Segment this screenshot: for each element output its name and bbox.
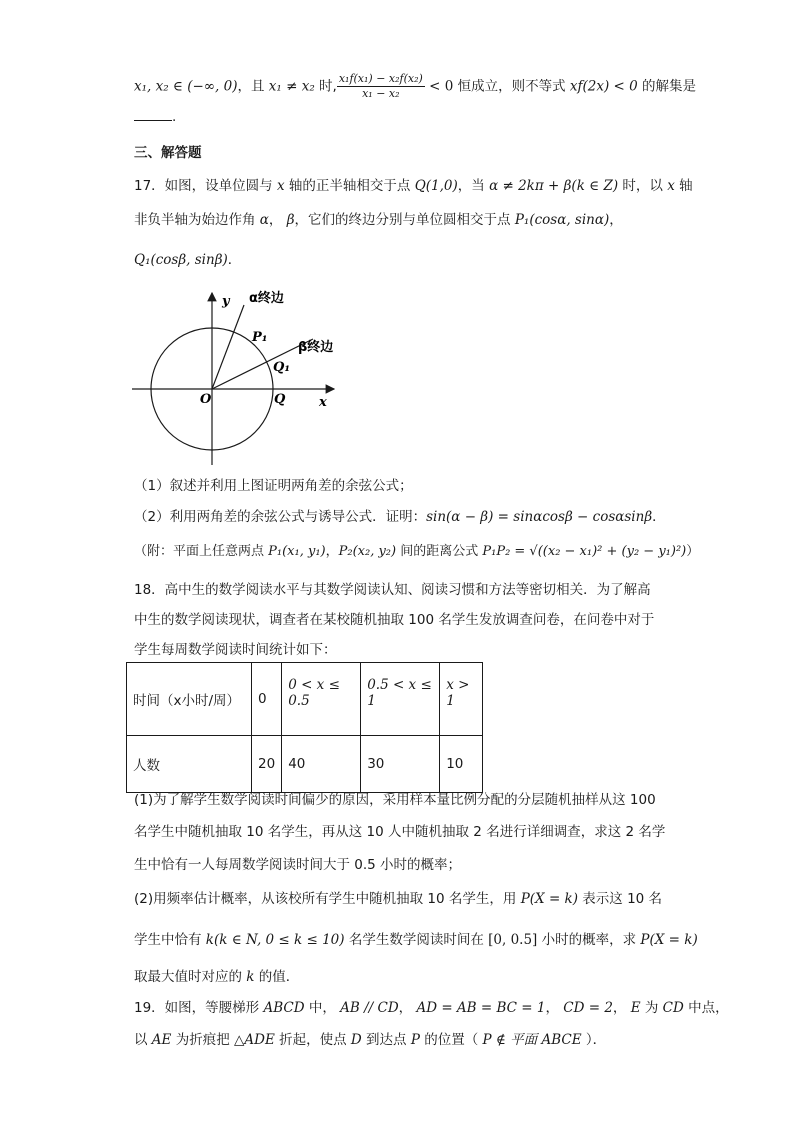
q17-sin-formula: sin(α − β) = sinαcosβ − cosαsinβ bbox=[426, 509, 653, 525]
q17-note bbox=[134, 540, 699, 559]
q18-p2-l3a: 取最大值时对应的 bbox=[134, 969, 247, 985]
q16-domain: x₁, x₂ ∈ (−∞, 0) bbox=[134, 78, 238, 95]
q17-note-p2: P₂(x₂, y₂) bbox=[338, 544, 397, 559]
q1-label: Q₁ bbox=[273, 360, 291, 375]
q17-line3 bbox=[134, 248, 241, 268]
q17-distance-formula: P₁P₂ = √((x₂ − x₁)² + (y₂ − y₁)²) bbox=[482, 544, 687, 559]
q17-l2d: ， bbox=[609, 212, 623, 228]
q19-l1a: 19．如图，等腰梯形 bbox=[134, 1000, 264, 1016]
table-cell: 0 < x ≤ 0.5 bbox=[282, 663, 361, 736]
q17-l1b: 轴的正半轴相交于点 bbox=[284, 178, 415, 194]
q17-note-a: （附：平面上任意两点 bbox=[134, 544, 269, 559]
table-cell: 时间（x小时/周） bbox=[127, 663, 252, 736]
q19-l1b: 中， bbox=[304, 1000, 341, 1016]
q16-frac-num: x₁f(x₁) − x₂f(x₂) bbox=[338, 72, 423, 85]
q19-l1g: 中点， bbox=[683, 1000, 729, 1016]
q17-l1c: ，当 bbox=[457, 178, 490, 194]
q19-l2b: 为折痕把 bbox=[171, 1032, 234, 1048]
table-cell: 人数 bbox=[127, 736, 252, 793]
q16-lt: < 0 bbox=[429, 78, 454, 95]
alpha-terminal-label: α终边 bbox=[249, 291, 284, 306]
q17-alpha: α bbox=[259, 212, 269, 228]
q19-line1 bbox=[134, 996, 729, 1016]
q19-l2a: 以 bbox=[134, 1032, 152, 1048]
origin-label: O bbox=[200, 392, 212, 407]
table-cell: x > 1 bbox=[440, 663, 483, 736]
q19-l1f: 为 bbox=[640, 1000, 663, 1016]
table-cell: 0.5 < x ≤ 1 bbox=[361, 663, 440, 736]
q19-l2d: 到达点 bbox=[361, 1032, 411, 1048]
p1-label: P₁ bbox=[252, 330, 268, 345]
q16-ne: x₁ ≠ x₂ bbox=[268, 78, 315, 95]
table-cell: 10 bbox=[440, 736, 483, 793]
q18-part1-line3: 生中恰有一人每周数学阅读时间大于 0.5 小时的概率； bbox=[134, 857, 462, 873]
q17-line1 bbox=[134, 174, 693, 194]
q19-l2e: 的位置（ bbox=[419, 1032, 483, 1048]
q18-prob-notation-2: P(X = k) bbox=[640, 932, 698, 948]
q17-point-q1: Q₁(cosβ, sinβ) bbox=[134, 252, 228, 268]
q19-triangle: △ADE bbox=[234, 1032, 275, 1048]
q19-l2f: ）． bbox=[581, 1032, 607, 1048]
q19-abcd: ABCD bbox=[263, 1000, 305, 1016]
q18-p2-l3b: 的值． bbox=[254, 969, 300, 985]
q17-l2b: ， bbox=[268, 212, 287, 228]
q19-not-in-plane: P ∉ 平面 ABCE bbox=[482, 1032, 582, 1048]
section-title: 三、解答题 bbox=[134, 145, 202, 161]
q17-cond: α ≠ 2kπ + β(k ∈ Z) bbox=[489, 178, 619, 194]
q16-answer-blank bbox=[134, 108, 176, 125]
q19-point-p: P bbox=[410, 1032, 420, 1048]
q19-parallel: AB // CD bbox=[340, 1000, 399, 1016]
beta-terminal-label: β终边 bbox=[298, 340, 334, 355]
q17-l3end: ． bbox=[227, 252, 242, 268]
q18-part2-line2 bbox=[134, 928, 698, 948]
q18-interval: [0, 0.5] bbox=[488, 932, 538, 948]
q17-l1e: 轴 bbox=[674, 178, 693, 194]
q19-l1d: ， bbox=[545, 1000, 564, 1016]
q18-p2-l1b: 表示这 10 名 bbox=[578, 891, 663, 907]
q18-line2: 中生的数学阅读现状，调查者在某校随机抽取 100 名学生发放调查问卷，在问卷中对于 bbox=[134, 612, 655, 628]
q17-note-c: 间的距离公式 bbox=[396, 544, 483, 559]
q17-line2 bbox=[134, 208, 623, 228]
q18-part2-line1 bbox=[134, 887, 662, 907]
q-label: Q bbox=[274, 392, 286, 407]
table-row bbox=[127, 663, 483, 736]
answer-blank bbox=[134, 108, 172, 121]
q16-ineq: xf(2x) < 0 bbox=[569, 78, 638, 95]
q19-l1c: ， bbox=[398, 1000, 417, 1016]
q18-prob-notation: P(X = k) bbox=[520, 891, 578, 907]
q17-note-p1: P₁(x₁, y₁) bbox=[268, 544, 326, 559]
q19-l2c: 折起，使点 bbox=[274, 1032, 351, 1048]
q19-cd-length: CD = 2 bbox=[563, 1000, 613, 1016]
q17-l1d: 时，以 bbox=[618, 178, 668, 194]
q19-point-d: D bbox=[350, 1032, 362, 1048]
table-cell: 30 bbox=[361, 736, 440, 793]
q16-text: 恒成立，则不等式 bbox=[453, 78, 570, 95]
unit-circle-figure bbox=[126, 285, 352, 471]
q18-part1-line2: 名学生中随机抽取 10 名学生，再从这 10 人中随机抽取 2 名进行详细调查，求这 2 名学 bbox=[134, 824, 666, 840]
q18-k-range: k(k ∈ N, 0 ≤ k ≤ 10) bbox=[205, 932, 345, 948]
q19-line2 bbox=[134, 1028, 606, 1048]
q19-point-e: E bbox=[630, 1000, 641, 1016]
q19-equal-sides: AD = AB = BC = 1 bbox=[416, 1000, 546, 1016]
q18-line1: 18．高中生的数学阅读水平与其数学阅读认知、阅读习惯和方法等密切相关．为了解高 bbox=[134, 582, 651, 598]
q17-beta: β bbox=[286, 212, 295, 228]
q19-ae: AE bbox=[151, 1032, 172, 1048]
q17-part1: （1）叙述并利用上图证明两角差的余弦公式； bbox=[134, 478, 413, 494]
q17-l1x2: x bbox=[667, 178, 675, 194]
q17-p2end: ． bbox=[652, 509, 666, 525]
q19-l1e: ， bbox=[612, 1000, 631, 1016]
q16-condition-line bbox=[134, 72, 696, 101]
table-cell: 20 bbox=[252, 736, 282, 793]
q19-cd: CD bbox=[662, 1000, 684, 1016]
q17-note-end: ） bbox=[686, 544, 700, 559]
q18-k: k bbox=[246, 969, 255, 985]
q18-p2-l2b: 名学生数学阅读时间在 bbox=[344, 932, 489, 948]
q17-l2a: 非负半轴为始边作角 bbox=[134, 212, 260, 228]
q17-l1a: 17．如图，设单位圆与 bbox=[134, 178, 277, 194]
table-cell: 0 bbox=[252, 663, 282, 736]
table-row bbox=[127, 736, 483, 793]
q17-l1x: x bbox=[276, 178, 285, 194]
q18-p2-l1a: (2)用频率估计概率，从该校所有学生中随机抽取 10 名学生，用 bbox=[134, 891, 521, 907]
q16-fraction bbox=[337, 72, 425, 101]
q16-period: . bbox=[172, 109, 177, 125]
q17-part2 bbox=[134, 505, 666, 525]
q17-p2a: （2）利用两角差的余弦公式与诱导公式．证明： bbox=[134, 509, 427, 525]
q16-text-when: 时, bbox=[314, 78, 337, 95]
q18-p2-l2a: 学生中恰有 bbox=[134, 932, 206, 948]
q18-line3: 学生每周数学阅读时间统计如下： bbox=[134, 642, 337, 658]
q17-l2c: ，它们的终边分别与单位圆相交于点 bbox=[294, 212, 515, 228]
q18-p2-l2c: 小时的概率，求 bbox=[537, 932, 641, 948]
y-axis-label: y bbox=[222, 294, 230, 309]
q16-tail: 的解集是 bbox=[637, 78, 697, 95]
q17-point-p1: P₁(cosα, sinα) bbox=[514, 212, 610, 228]
q16-text-and: ，且 bbox=[237, 78, 269, 95]
alpha-terminal-side bbox=[212, 305, 244, 389]
q17-note-b: ， bbox=[325, 544, 339, 559]
reading-time-table bbox=[126, 662, 483, 793]
table-cell: 40 bbox=[282, 736, 361, 793]
x-axis-label: x bbox=[319, 395, 327, 410]
q17-point-q: Q(1,0) bbox=[414, 178, 458, 194]
q16-frac-den: x₁ − x₂ bbox=[362, 87, 400, 100]
q18-part2-line3 bbox=[134, 965, 299, 985]
q18-part1-line1: (1)为了解学生数学阅读时间偏少的原因，采用样本量比例分配的分层随机抽样从这 100 bbox=[134, 792, 656, 808]
